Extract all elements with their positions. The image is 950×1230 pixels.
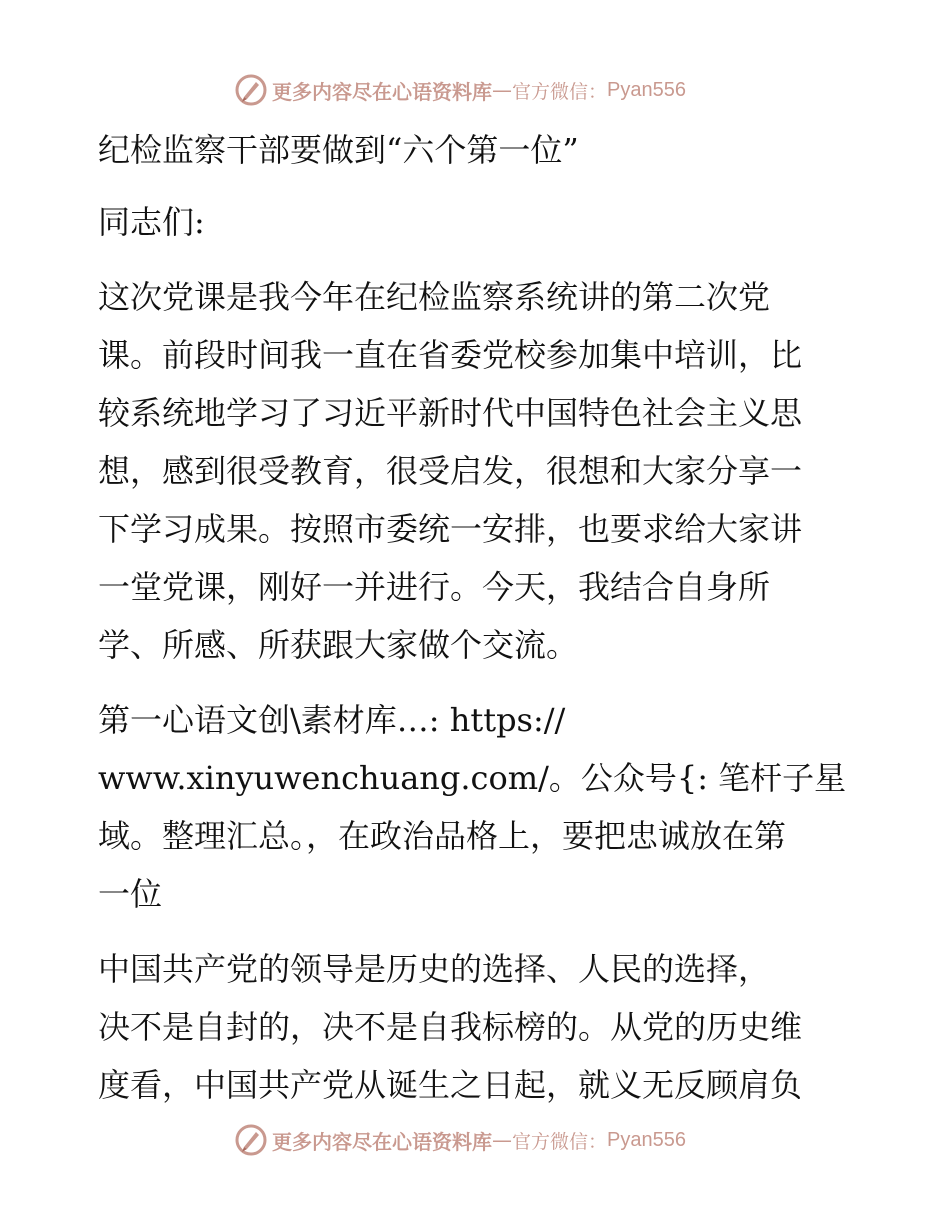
document-title: 纪检监察干部要做到“六个第一位” bbox=[98, 131, 579, 169]
paragraph-3-line-3: 度看，中国共产党从诞生之日起，就义无反顾肩负 bbox=[98, 1066, 803, 1104]
watermark-brand: 更多内容尽在心语资料库 bbox=[272, 1129, 492, 1154]
paragraph-1-line-1: 这次党课是我今年在纪检监察系统讲的第二次党 bbox=[98, 278, 771, 316]
paragraph-1-line-3: 较系统地学习了习近平新时代中国特色社会主义思 bbox=[98, 394, 803, 432]
watermark-wechat-id: Pyan556 bbox=[607, 1128, 686, 1151]
paragraph-1-line-2: 课。前段时间我一直在省委党校参加集中培训，比 bbox=[98, 336, 803, 374]
paragraph-2-line-1: 第一心语文创\素材库…: https:// bbox=[98, 701, 566, 739]
greeting: 同志们: bbox=[98, 203, 205, 241]
paragraph-1-line-4: 想，感到很受教育，很受启发，很想和大家分享一 bbox=[98, 452, 803, 490]
footer-watermark bbox=[234, 1120, 686, 1160]
header-watermark bbox=[234, 70, 686, 110]
paragraph-3-line-1: 中国共产党的领导是历史的选择、人民的选择， bbox=[98, 950, 771, 988]
watermark-separator: — bbox=[492, 78, 512, 102]
quill-logo-icon bbox=[234, 1123, 268, 1157]
paragraph-1-line-6: 一堂党课，刚好一并进行。今天，我结合自身所 bbox=[98, 568, 771, 606]
watermark-official-label: 官方微信： bbox=[512, 1130, 608, 1153]
quill-logo-icon bbox=[234, 73, 268, 107]
paragraph-2-line-3: 域。整理汇总。，在政治品格上，要把忠诚放在第 bbox=[98, 817, 787, 855]
paragraph-2-line-2: www.xinyuwenchuang.com/。公众号{: 笔杆子星 bbox=[98, 759, 847, 797]
watermark-separator: — bbox=[492, 1128, 512, 1152]
watermark-brand: 更多内容尽在心语资料库 bbox=[272, 79, 492, 104]
paragraph-1-line-7: 学、所感、所获跟大家做个交流。 bbox=[98, 626, 579, 664]
watermark-official-label: 官方微信： bbox=[512, 80, 608, 103]
paragraph-1-line-5: 下学习成果。按照市委统一安排，也要求给大家讲 bbox=[98, 510, 803, 548]
paragraph-3-line-2: 决不是自封的，决不是自我标榜的。从党的历史维 bbox=[98, 1008, 803, 1046]
paragraph-2-line-4: 一位 bbox=[98, 875, 163, 913]
watermark-wechat-id: Pyan556 bbox=[607, 78, 686, 101]
